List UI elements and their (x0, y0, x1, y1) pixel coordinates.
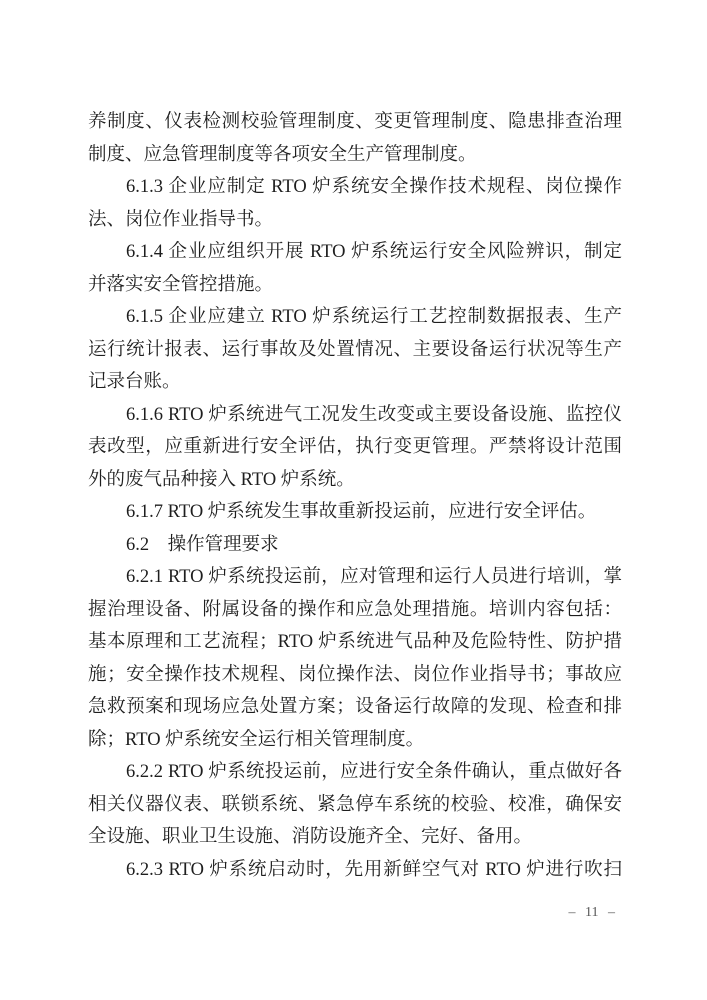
text-line: 法、岗位作业指导书。 (88, 209, 274, 230)
text-line: 表改型，应重新进行安全评估，执行变更管理。严禁将设计范围 (88, 437, 622, 457)
text-line: 6.2.3 RTO 炉系统启动时，先用新鲜空气对 RTO 炉进行吹扫 (126, 859, 622, 880)
text-line: 6.1.5 企业应建立 RTO 炉系统运行工艺控制数据报表、生产 (126, 307, 622, 327)
text-line: 急救预案和现场应急处置方案；设备运行故障的发现、检查和排 (88, 697, 622, 717)
text-line: 6.1.4 企业应组织开展 RTO 炉系统运行安全风险辨识，制定 (126, 242, 622, 262)
text-line: 6.1.6 RTO 炉系统进气工况发生改变或主要设备设施、监控仪 (126, 404, 622, 425)
text-line: 6.2.2 RTO 炉系统投运前，应进行安全条件确认，重点做好各 (126, 762, 622, 782)
text-line: 全设施、职业卫生设施、消防设施齐全、完好、备用。 (88, 827, 533, 847)
text-line: 养制度、仪表检测校验管理制度、变更管理制度、隐患排查治理 (88, 112, 622, 132)
text-line: 6.2.1 RTO 炉系统投运前，应对管理和运行人员进行培训，掌 (126, 567, 622, 587)
text-line: 运行统计报表、运行事故及处置情况、主要设备运行状况等生产 (88, 339, 622, 360)
text-line: 握治理设备、附属设备的操作和应急处理措施。培训内容包括： (88, 599, 622, 620)
section-heading: 6.2 操作管理要求 (126, 534, 279, 555)
text-line: 除；RTO 炉系统安全运行相关管理制度。 (88, 729, 425, 750)
text-block (88, 106, 622, 886)
page-number: – 11 – (568, 905, 615, 920)
text-line: 外的废气品种接入 RTO 炉系统。 (88, 469, 355, 490)
text-line: 制度、应急管理制度等各项安全生产管理制度。 (88, 144, 477, 165)
text-line: 相关仪器仪表、联锁系统、紧急停车系统的校验、校准，确保安 (88, 794, 622, 815)
text-line: 基本原理和工艺流程；RTO 炉系统进气品种及危险特性、防护措 (88, 632, 622, 652)
text-line: 6.1.3 企业应制定 RTO 炉系统安全操作技术规程、岗位操作 (126, 177, 622, 197)
text-line: 并落实安全管控措施。 (88, 274, 274, 295)
text-line: 6.1.7 RTO 炉系统发生事故重新投运前，应进行安全评估。 (126, 502, 597, 522)
text-line: 记录台账。 (88, 372, 181, 392)
text-line: 施；安全操作技术规程、岗位操作法、岗位作业指导书；事故应 (88, 664, 622, 685)
